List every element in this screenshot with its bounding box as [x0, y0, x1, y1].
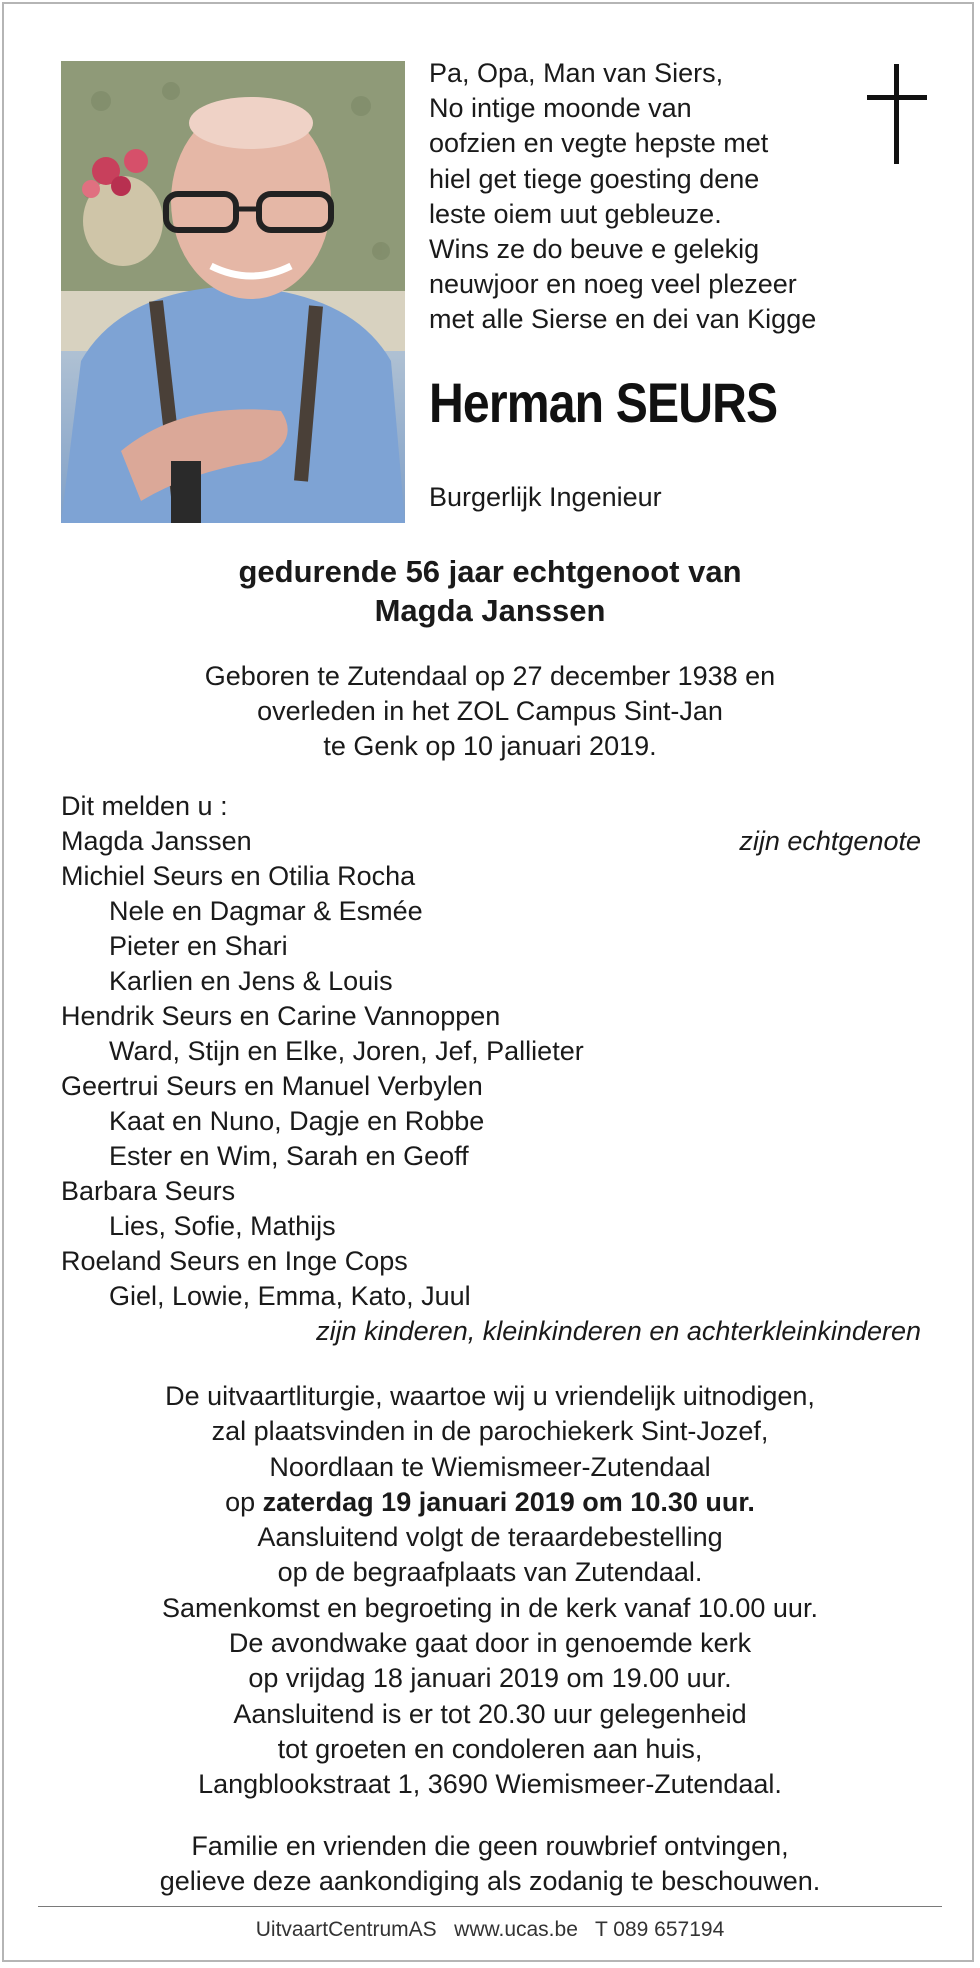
- footer-divider: [38, 1906, 942, 1907]
- family-list: [61, 789, 921, 1349]
- grandchildren-line: Karlien en Jens & Louis: [109, 966, 393, 996]
- portrait-illustration: [61, 61, 405, 523]
- grandchildren-line: Giel, Lowie, Emma, Kato, Juul: [109, 1281, 471, 1311]
- poem-line: met alle Sierse en dei van Kigge: [429, 304, 817, 335]
- ceremony-line: Samenkomst en begroeting in de kerk vanaf 10.00 uur.: [162, 1592, 818, 1623]
- family-spouse-name: Magda Janssen: [61, 826, 252, 856]
- grandchildren-line: Kaat en Nuno, Dagje en Robbe: [109, 1106, 485, 1136]
- child-name: Michiel Seurs en Otilia Rocha: [61, 861, 416, 891]
- poem-line: Pa, Opa, Man van Siers,: [429, 58, 724, 88]
- ceremony-line: op de begraafplaats van Zutendaal.: [277, 1557, 703, 1588]
- birth-death-details: [4, 659, 976, 764]
- footer-company: UitvaartCentrumAS: [255, 1918, 437, 1941]
- ceremony-line: Langblookstraat 1, 3690 Wiemismeer-Zutendaal.: [198, 1769, 782, 1800]
- family-closing: zijn kinderen, kleinkinderen en achterkleinkinderen: [316, 1316, 921, 1346]
- family-intro: Dit melden u :: [61, 791, 228, 821]
- ceremony-date: zaterdag 19 januari 2019 om 10.30 uur.: [262, 1486, 755, 1517]
- deceased-profession: Burgerlijk Ingenieur: [429, 482, 662, 512]
- footer-phone: T 089 657194: [595, 1918, 725, 1941]
- ceremony-line: Aansluitend is er tot 20.30 uur gelegenheid: [233, 1698, 747, 1729]
- spouse-section: [4, 552, 976, 630]
- grandchildren-line: Pieter en Shari: [109, 931, 288, 961]
- child-name: Roeland Seurs en Inge Cops: [61, 1246, 408, 1276]
- child-name: Barbara Seurs: [61, 1176, 236, 1206]
- poem: [429, 56, 899, 338]
- family-spouse-row: [61, 824, 921, 859]
- ceremony-line: Aansluitend volgt de teraardebestelling: [257, 1522, 723, 1553]
- footer-website: www.ucas.be: [454, 1918, 578, 1941]
- grandchildren-line: Lies, Sofie, Mathijs: [109, 1211, 336, 1241]
- ceremony-line: op vrijdag 18 januari 2019 om 19.00 uur.: [248, 1663, 732, 1694]
- child-name: Hendrik Seurs en Carine Vannoppen: [61, 1001, 501, 1031]
- obituary-card: [2, 2, 974, 1962]
- final-line: gelieve deze aankondiging als zodanig te beschouwen.: [159, 1866, 821, 1896]
- portrait-photo: [61, 61, 405, 523]
- grandchildren-line: Ester en Wim, Sarah en Geoff: [109, 1141, 469, 1171]
- child-name: Geertrui Seurs en Manuel Verbylen: [61, 1071, 483, 1101]
- birth-line: overleden in het ZOL Campus Sint-Jan: [257, 696, 723, 726]
- ceremony-details: [4, 1379, 976, 1803]
- poem-line: Wins ze do beuve e gelekig: [429, 234, 760, 265]
- ceremony-line: De avondwake gaat door in genoemde kerk: [228, 1628, 752, 1659]
- birth-line: Geboren te Zutendaal op 27 december 1938 en: [204, 661, 776, 691]
- poem-line: oofzien en vegte hepste met: [429, 128, 769, 159]
- poem-line: leste oiem uut gebleuze.: [429, 198, 722, 229]
- footer: [4, 1918, 976, 1942]
- ceremony-line: zal plaatsvinden in de parochiekerk Sint-Jozef,: [211, 1416, 769, 1447]
- spouse-intro: gedurende 56 jaar echtgenoot van: [238, 554, 742, 589]
- ceremony-line: De uitvaartliturgie, waartoe wij u vriendelijk uitnodigen,: [165, 1381, 815, 1411]
- ceremony-line: Noordlaan te Wiemismeer-Zutendaal: [269, 1451, 711, 1482]
- birth-line: te Genk op 10 januari 2019.: [323, 731, 657, 761]
- grandchildren-line: Ward, Stijn en Elke, Joren, Jef, Pallieter: [109, 1036, 584, 1066]
- grandchildren-line: Nele en Dagmar & Esmée: [109, 896, 423, 926]
- poem-line: No intige moonde van: [429, 93, 692, 124]
- ceremony-date-prefix: op: [225, 1486, 263, 1517]
- cross-icon: [867, 64, 927, 164]
- final-line: Familie en vrienden die geen rouwbrief ontvingen,: [191, 1831, 789, 1861]
- ceremony-line: tot groeten en condoleren aan huis,: [277, 1733, 703, 1764]
- final-note: [4, 1829, 976, 1899]
- family-spouse-note: zijn echtgenote: [739, 826, 921, 856]
- ceremony-date-line: [4, 1485, 976, 1520]
- spouse-name: Magda Janssen: [374, 593, 606, 628]
- poem-line: neuwjoor en noeg veel plezeer: [429, 269, 797, 300]
- deceased-name: Herman SEURS: [429, 371, 778, 434]
- poem-line: hiel get tiege goesting dene: [429, 163, 760, 194]
